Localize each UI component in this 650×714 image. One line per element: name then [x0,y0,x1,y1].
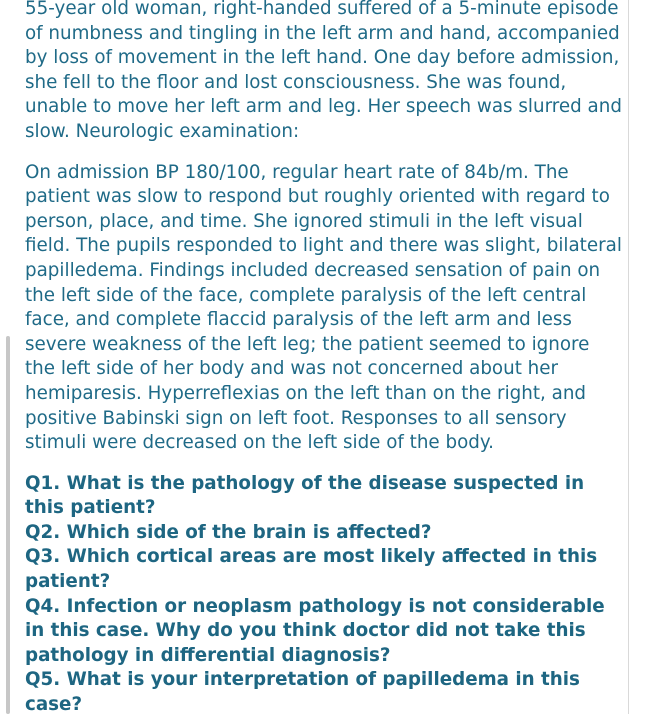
question-2: Q2. Which side of the brain is affected? [25,521,432,543]
scrollbar[interactable] [6,336,10,714]
question-5: Q5. What is your interpretation of papilledema in this case? [25,669,580,714]
question-1: Q1. What is the pathology of the disease suspected in this patient? [25,472,585,519]
case-content [25,0,623,714]
question-4: Q4. Infection or neoplasm pathology is not considerable in this case. Why do you think doctor did not take this pathology in differential diagnosis? [25,595,605,666]
page-border [628,0,629,714]
examination-paragraph: On admission BP 180/100, regular heart rate of 84b/m. The patient was slow to respond but roughly oriented with regard to person, place, and time. She ignored stimuli in the left visual field. The pupils responded to light and there was slight, bilateral papilledema. Findings included decreased sensation of pain on the left side of the face, complete paralysis of the left central face, and complete flaccid paralysis of the left arm and less severe weakness of the left leg; the patient seemed to ignore the left side of her body and was not concerned about her hemiparesis. Hyperreflexias on the left than on the right, and positive Babinski sign on left foot. Responses to all sensory stimuli were decreased on the left side of the body. [25,161,622,454]
case-history-paragraph: 55-year old woman, right-handed suffered of a 5-minute episode of numbness and tingling in the left arm and hand, accompanied by loss of movement in the left hand. One day before admission, she fell to the floor and lost consciousness. She was found, unable to move her left arm and leg. Her speech was slurred and slow. Neurologic examination: [25,0,622,142]
question-3: Q3. Which cortical areas are most likely affected in this patient? [25,546,598,593]
question-list [25,472,623,714]
